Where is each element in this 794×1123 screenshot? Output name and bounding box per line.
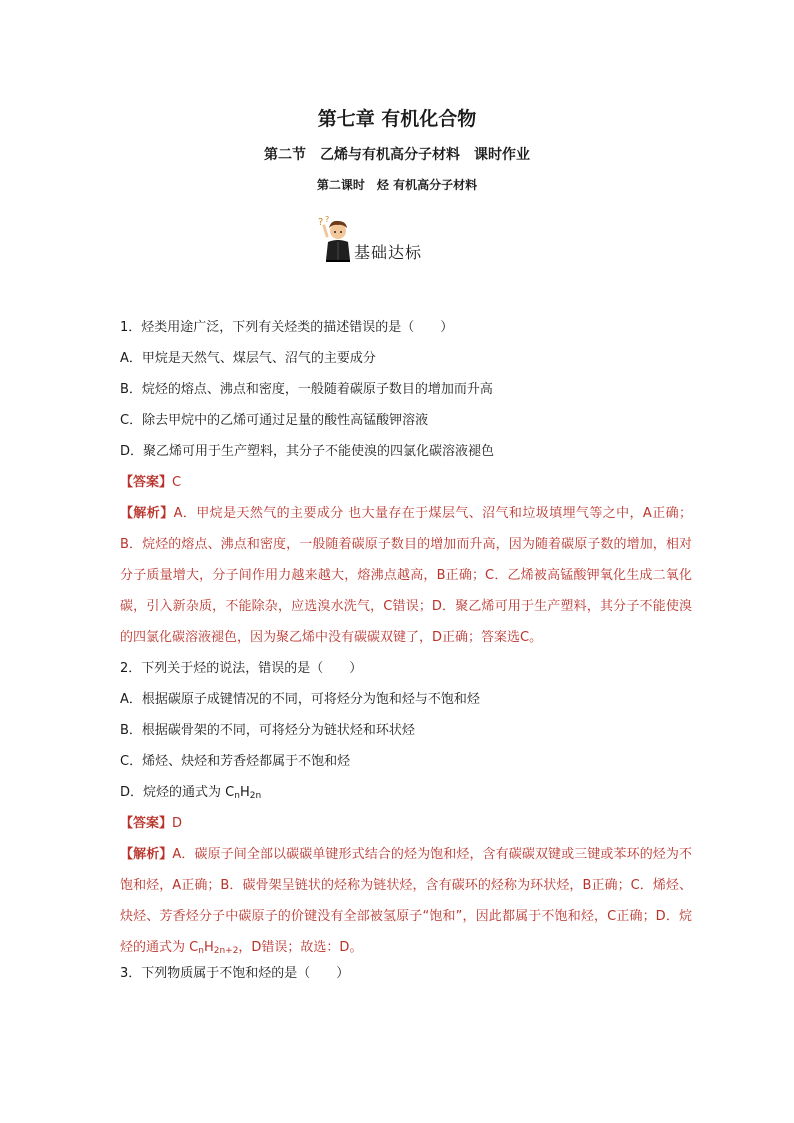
q1-option-d: D．聚乙烯可用于生产塑料，其分子不能使溴的四氯化碳溶液褪色 xyxy=(120,444,495,459)
q1-option-b: B．烷烃的熔点、沸点和密度，一般随着碳原子数目的增加而升高 xyxy=(120,382,493,397)
q2-answer xyxy=(120,808,692,839)
q1-explanation-text: A．甲烷是天然气的主要成分 也大量存在于煤层气、沼气和垃圾填埋气等之中，A正确；B．烷烃的熔点、沸点和密度，一般随着碳原子数目的增加而升高，因为随着碳原子数的增加，相对分子质量增大，分子间作用力越来越大，熔沸点越高，B正确；C．乙烯被高锰酸钾氧化生成二氧化碳，引入新杂质，不能除杂，应选溴水洗气，C错误；D．聚乙烯可用于生产塑料，其分子不能使溴的四氯化碳溶液褪色，因为聚乙烯中没有碳碳双键了，D正确；答案选C。 xyxy=(120,506,692,645)
svg-text:?: ? xyxy=(318,217,324,228)
q2-explanation-end: ，D错误；故选：D。 xyxy=(238,940,363,955)
q2-option-c: C．烯烃、炔烃和芳香烃都属于不饱和烃 xyxy=(120,754,351,769)
thinking-student-icon xyxy=(314,214,354,262)
q2-option-d-text: D．烷烃的通式为 C xyxy=(120,785,235,800)
section-title: 第二节 乙烯与有机高分子材料 课时作业 xyxy=(264,147,530,163)
q1-answer-value: C xyxy=(172,475,182,490)
q2-option-d-sub-n: n xyxy=(234,791,240,801)
q2-answer-tag: 【答案】 xyxy=(120,816,173,831)
q2-answer-value: D xyxy=(172,816,183,831)
svg-text:?: ? xyxy=(325,215,330,224)
q2-explanation-sub-2n2: 2n+2 xyxy=(213,946,239,956)
lesson-title: 第二课时 烃 有机高分子材料 xyxy=(316,178,478,192)
q2-explanation-text: A．碳原子间全部以碳碳单键形式结合的烃为饱和烃，含有碳碳双键或三键或苯环的烃为不饱和烃，A正确；B．碳骨架呈链状的烃称为链状烃，含有碳环的烃称为环状烃，B正确；C．烯烃、炔烃、芳香烃分子中碳原子的价键没有全部被氢原子“饱和”，因此都属于不饱和烃，C正确；D．烷烃的通式为 C xyxy=(120,847,692,955)
q2-option-a: A．根据碳原子成键情况的不同，可将烃分为饱和烃与不饱和烃 xyxy=(120,692,480,707)
q2-option-d xyxy=(120,777,692,808)
q1-option-a: A．甲烷是天然气、煤层气、沼气的主要成分 xyxy=(120,351,376,366)
q1-option-c: C．除去甲烷中的乙烯可通过足量的酸性高锰酸钾溶液 xyxy=(120,413,429,428)
q2-explanation-tag: 【解析】 xyxy=(120,847,173,862)
q1-stem: 1．烃类用途广泛，下列有关烃类的描述错误的是（ ） xyxy=(120,320,454,335)
q2-option-b: B．根据碳骨架的不同，可将烃分为链状烃和环状烃 xyxy=(120,723,415,738)
question-list xyxy=(120,312,692,985)
q1-answer xyxy=(120,467,692,498)
q3-stem: 3．下列物质属于不饱和烃的是（ ） xyxy=(120,966,350,981)
q1-explanation xyxy=(120,498,692,653)
q2-stem: 2．下列关于烃的说法，错误的是（ ） xyxy=(120,661,363,676)
q1-explanation-tag: 【解析】 xyxy=(120,506,174,521)
q2-explanation xyxy=(120,839,692,963)
section-badge xyxy=(314,214,474,262)
q1-answer-tag: 【答案】 xyxy=(120,475,173,490)
q2-option-d-sub-2n: 2n xyxy=(249,791,262,801)
chapter-title: 第七章 有机化合物 xyxy=(317,108,477,130)
q2-option-d-h: H xyxy=(239,785,250,800)
q2-explanation-sub-n: n xyxy=(198,946,204,956)
badge-label: 基础达标 xyxy=(354,243,423,262)
q2-explanation-h: H xyxy=(203,940,214,955)
